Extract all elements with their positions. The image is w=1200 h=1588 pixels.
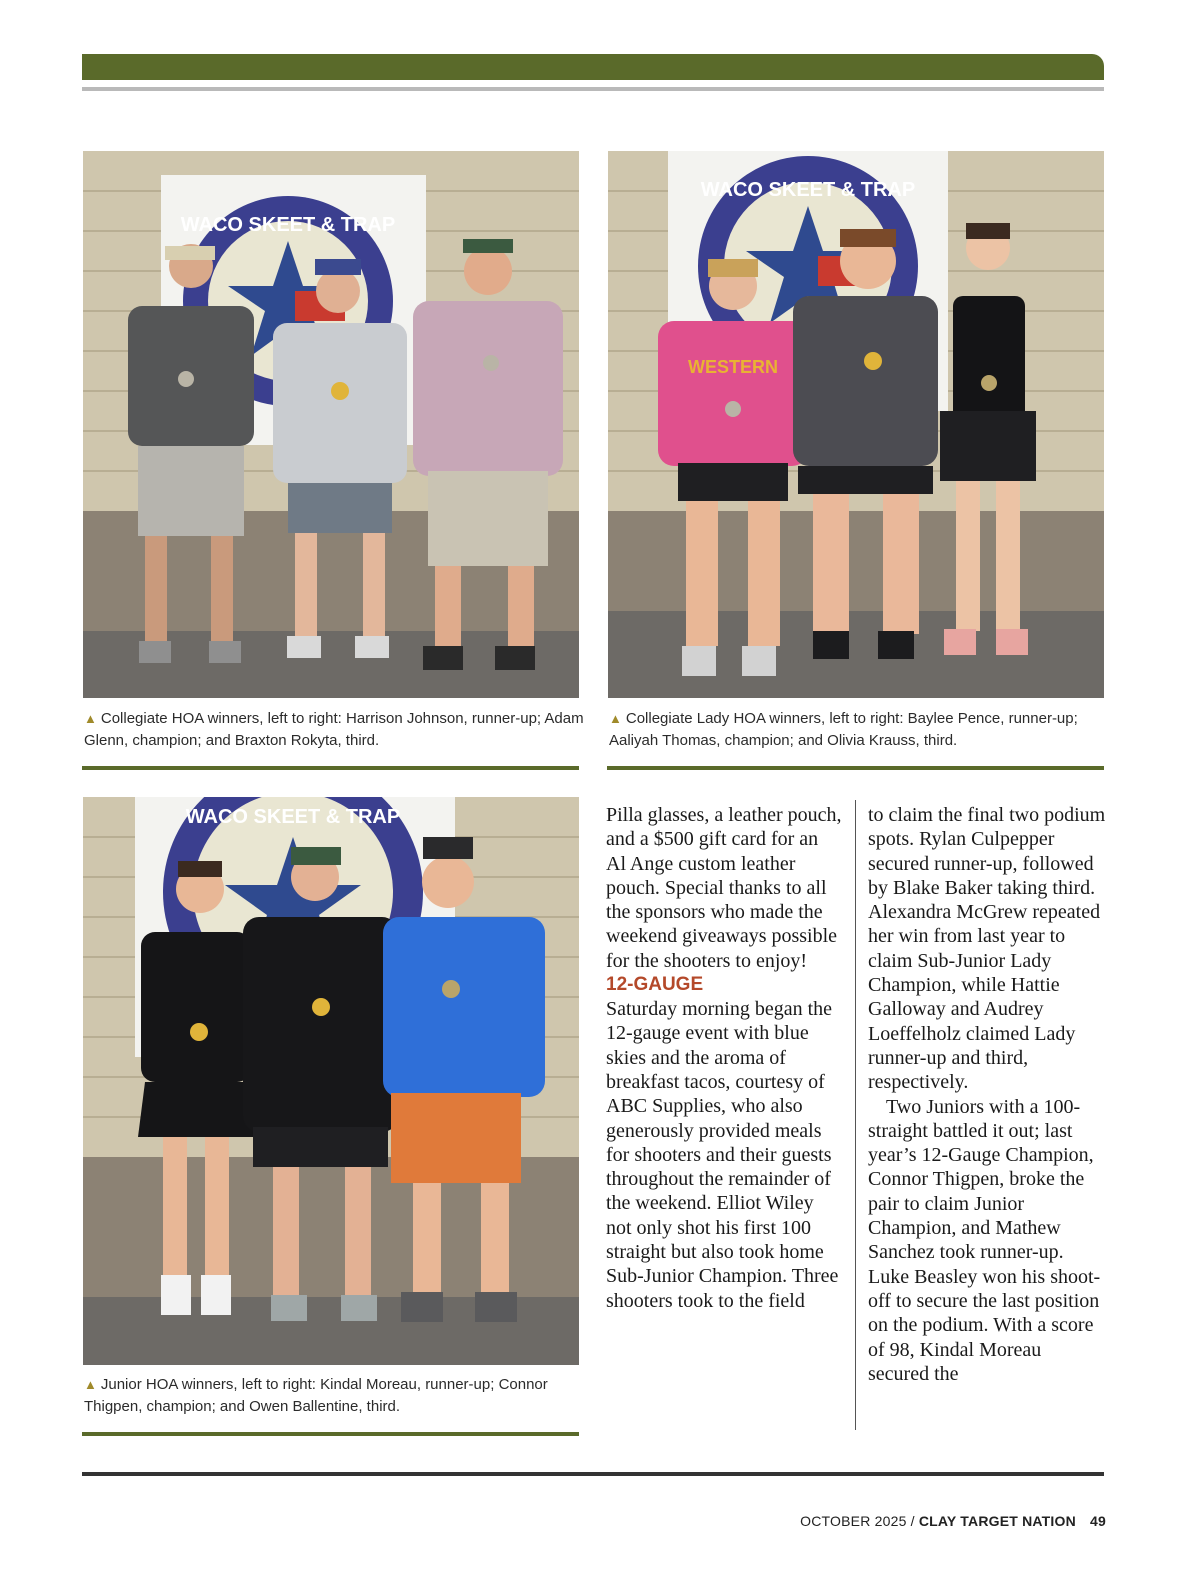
page-footer (800, 1513, 1106, 1529)
sign-text: WACO SKEET & TRAP (700, 179, 916, 201)
caption-triangle-icon: ▲ (609, 711, 622, 726)
caption-rule (82, 766, 579, 770)
caption-triangle-icon: ▲ (84, 711, 97, 726)
caption-junior-hoa: ▲ Junior HOA winners, left to right: Kindal Moreau, runner-up; Connor Thigpen, champion; and Owen Ballentine, third. (84, 1376, 548, 1415)
article-column-2 (868, 803, 1106, 1386)
photo-collegiate-lady-hoa (608, 151, 1104, 698)
caption-rule (82, 1432, 579, 1436)
footer-magazine: CLAY TARGET NATION (918, 1513, 1076, 1529)
header-bar (82, 54, 1104, 80)
header-rule (82, 87, 1104, 91)
section-heading: 12-GAUGE (606, 974, 704, 996)
article-paragraph: Two Juniors with a 100-straight battled it out; last year’s 12-Gauge Champion, Connor Thigpen, broke the pair to claim Junior Champion, and Mathew Sanchez took runner-up. Luke Beasley won his shoot-off to secure the last position on the podium. With a score of 98, Kindal Moreau secured the (868, 1095, 1101, 1385)
footer-rule (82, 1472, 1104, 1476)
article-paragraph: to claim the final two podium spots. Rylan Culpepper secured runner-up, followed by Blake Baker taking third. Alexandra McGrew repeated her win from last year to claim Sub-Junior Lady Champion, while Hattie Galloway and Audrey Loeffelholz claimed Lady runner-up and third, respectively. (868, 804, 1106, 1094)
caption-rule (607, 766, 1104, 770)
shirt-text: WESTERN (688, 357, 778, 377)
article-paragraph: Pilla glasses, a leather pouch, and a $500 gift card for an Al Ange custom leather pouch. Special thanks to all the sponsors who made the weekend giveaways possible for the shooters to enjoy! (606, 804, 842, 972)
column-divider (855, 800, 856, 1430)
photo-junior-hoa (83, 797, 579, 1365)
sign-text: WACO SKEET & TRAP (180, 214, 396, 236)
article-column-1 (606, 803, 842, 1313)
caption-collegiate-hoa: ▲ Collegiate HOA winners, left to right: Harrison Johnson, runner-up; Adam Glenn, champion; and Braxton Rokyta, third. (84, 710, 584, 749)
footer-date: OCTOBER 2025 / (800, 1513, 915, 1529)
sign-text: WACO SKEET & TRAP (185, 806, 401, 828)
page-number: 49 (1090, 1513, 1106, 1529)
caption-triangle-icon: ▲ (84, 1377, 97, 1392)
article-paragraph: Saturday morning began the 12-gauge event with blue skies and the aroma of breakfast tacos, courtesy of ABC Supplies, who also generously provided meals for shooters and their guests throughout the remainder of the weekend. Elliot Wiley not only shot his first 100 straight but also took home Sub-Junior Champion. Three shooters took to the field (606, 998, 839, 1312)
photo-collegiate-hoa (83, 151, 579, 698)
caption-collegiate-lady-hoa: ▲ Collegiate Lady HOA winners, left to right: Baylee Pence, runner-up; Aaliyah Thomas, champion; and Olivia Krauss, third. (609, 710, 1078, 749)
